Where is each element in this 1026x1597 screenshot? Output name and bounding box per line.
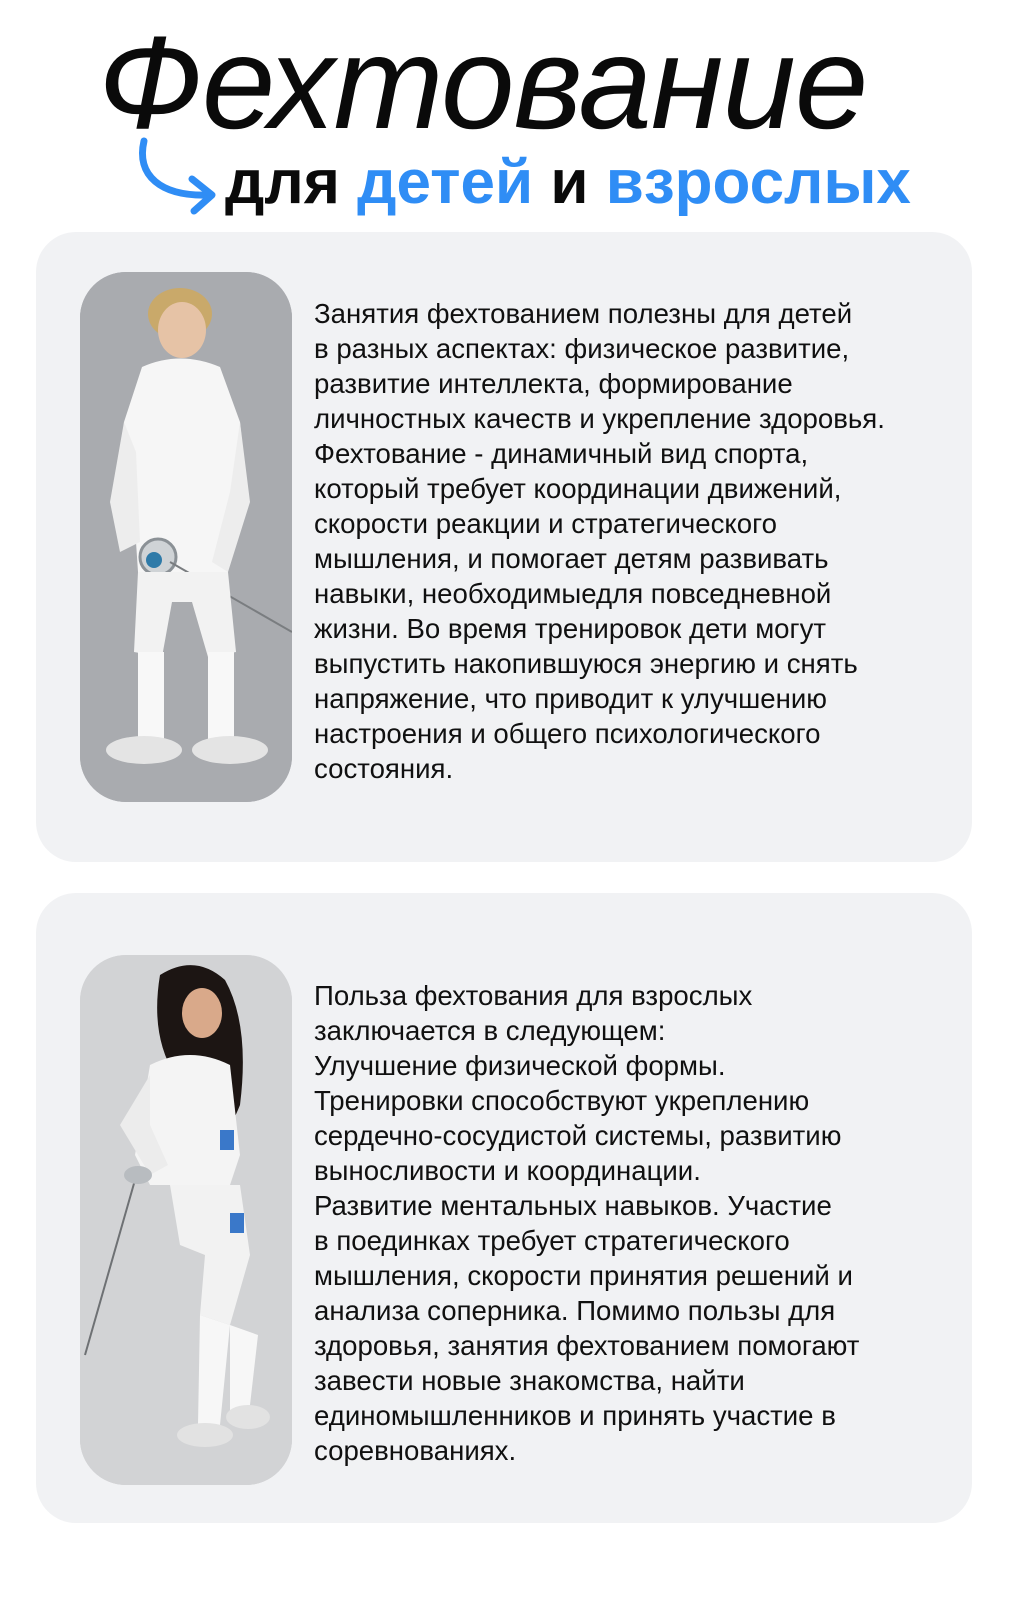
subtitle-accent-adults: взрослых <box>605 148 911 217</box>
subtitle-accent-children: детей <box>357 148 534 217</box>
boy-fencer-photo <box>80 272 292 802</box>
subtitle-text: и <box>533 148 606 217</box>
adults-benefits-text: Польза фехтования для взрослых заключается в следующем: Улучшение физической формы. Тренировки способствуют укреплению сердечно-сосудистой системы, развитию выносливости и координации. Развитие ментальных навыков. Участие в поединках требует стратегического мышления, скорости принятия решений и анализа соперника. Помимо пользы для здоровья, занятия фехтованием помогают завести новые знакомства, найти единомышленников и принять участие в соревнованиях. <box>314 980 860 1466</box>
woman-fencer-photo <box>80 955 292 1485</box>
page-title: Фехтование <box>98 9 868 156</box>
children-benefits-text: Занятия фехтованием полезны для детей в разных аспектах: физическое развитие, развитие интеллекта, формирование личностных качеств и укрепление здоровья. Фехтование - динамичный вид спорта, который требует координации движений, скорости реакции и стратегического мышления, и помогает детям развивать навыки, необходимыедля повседневной жизни. Во время тренировок дети могут выпустить накопившуюся энергию и снять напряжение, что приводит к улучшению настроения и общего психологического состояния. <box>314 298 885 784</box>
children-card <box>36 232 972 862</box>
subtitle-text: для <box>225 148 358 217</box>
curved-arrow-icon <box>130 135 225 215</box>
page-subtitle <box>225 138 911 228</box>
adults-card <box>36 893 972 1523</box>
